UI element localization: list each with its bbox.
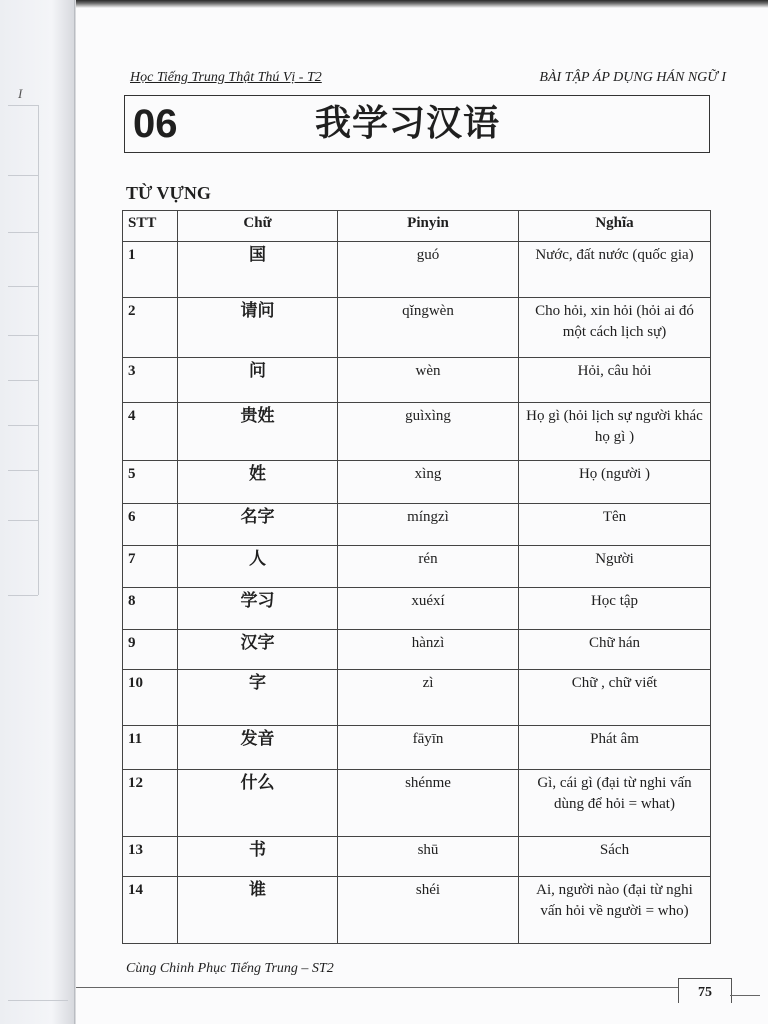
meaning: Nước, đất nước (quốc gia) — [519, 242, 711, 298]
column-header-pinyin: Pinyin — [338, 211, 519, 242]
previous-page-rule — [8, 105, 38, 106]
lesson-title-box — [124, 95, 710, 153]
previous-page-rule — [8, 470, 38, 471]
chinese-word: 请问 — [178, 298, 338, 358]
previous-page-rule — [8, 232, 38, 233]
table-row — [123, 670, 711, 726]
table-row — [123, 588, 711, 630]
row-number: 11 — [123, 726, 178, 770]
previous-page-edge-mark: I — [18, 86, 23, 101]
meaning: Phát âm — [519, 726, 711, 770]
row-number: 13 — [123, 837, 178, 877]
footer-rule — [76, 987, 680, 988]
row-number: 14 — [123, 877, 178, 944]
column-header-stt: STT — [123, 211, 178, 242]
chinese-word: 学习 — [178, 588, 338, 630]
row-number: 6 — [123, 504, 178, 546]
page-number-rule — [730, 995, 760, 996]
table-header-row — [123, 211, 711, 242]
pinyin: shéi — [338, 877, 519, 944]
lesson-title: 我学习汉语 — [315, 103, 501, 144]
previous-page-rule — [8, 175, 38, 176]
chinese-word: 汉字 — [178, 630, 338, 670]
previous-page-rule — [8, 595, 38, 596]
row-number: 7 — [123, 546, 178, 588]
previous-page-rule — [8, 286, 38, 287]
chinese-word: 人 — [178, 546, 338, 588]
chinese-word: 字 — [178, 670, 338, 726]
column-header-character: Chữ — [178, 211, 338, 242]
pinyin: rén — [338, 546, 519, 588]
section-heading: TỪ VỰNG — [126, 183, 211, 203]
table-row — [123, 837, 711, 877]
pinyin: xìng — [338, 461, 519, 504]
scan-shadow — [76, 0, 768, 8]
meaning: Chữ , chữ viết — [519, 670, 711, 726]
previous-page-divider — [38, 105, 39, 595]
meaning: Hỏi, câu hỏi — [519, 358, 711, 403]
chinese-word: 姓 — [178, 461, 338, 504]
pinyin: xuéxí — [338, 588, 519, 630]
row-number: 1 — [123, 242, 178, 298]
row-number: 4 — [123, 403, 178, 461]
table-row — [123, 403, 711, 461]
vocabulary-table — [122, 210, 711, 944]
running-header-left: Học Tiếng Trung Thật Thú Vị - T2 — [130, 70, 322, 85]
row-number: 2 — [123, 298, 178, 358]
table-row — [123, 504, 711, 546]
meaning: Gì, cái gì (đại từ nghi vấn dùng để hỏi = what) — [519, 770, 711, 837]
pinyin: qǐngwèn — [338, 298, 519, 358]
table-row — [123, 298, 711, 358]
chinese-word: 贵姓 — [178, 403, 338, 461]
chinese-word: 谁 — [178, 877, 338, 944]
pinyin: zì — [338, 670, 519, 726]
table-row — [123, 630, 711, 670]
row-number: 12 — [123, 770, 178, 837]
table-row — [123, 546, 711, 588]
meaning: Người — [519, 546, 711, 588]
lesson-number: 06 — [133, 102, 178, 146]
chinese-word: 书 — [178, 837, 338, 877]
row-number: 9 — [123, 630, 178, 670]
column-header-meaning: Nghĩa — [519, 211, 711, 242]
chinese-word: 问 — [178, 358, 338, 403]
row-number: 3 — [123, 358, 178, 403]
chinese-word: 什么 — [178, 770, 338, 837]
meaning: Chữ hán — [519, 630, 711, 670]
previous-page-rule — [8, 520, 38, 521]
meaning: Học tập — [519, 588, 711, 630]
table-row — [123, 242, 711, 298]
previous-page-edge — [0, 0, 75, 1024]
meaning: Ai, người nào (đại từ nghi vấn hỏi về người = who) — [519, 877, 711, 944]
chinese-word: 发音 — [178, 726, 338, 770]
pinyin: míngzì — [338, 504, 519, 546]
chinese-word: 国 — [178, 242, 338, 298]
meaning: Cho hỏi, xin hỏi (hỏi ai đó một cách lịch sự) — [519, 298, 711, 358]
chinese-word: 名字 — [178, 504, 338, 546]
previous-page-rule — [8, 380, 38, 381]
previous-page-rule — [8, 1000, 68, 1001]
pinyin: shénme — [338, 770, 519, 837]
row-number: 8 — [123, 588, 178, 630]
table-row — [123, 877, 711, 944]
row-number: 5 — [123, 461, 178, 504]
meaning: Sách — [519, 837, 711, 877]
table-row — [123, 358, 711, 403]
pinyin: shū — [338, 837, 519, 877]
row-number: 10 — [123, 670, 178, 726]
page-number: 75 — [678, 978, 732, 1003]
meaning: Họ gì (hỏi lịch sự người khác họ gì ) — [519, 403, 711, 461]
pinyin: wèn — [338, 358, 519, 403]
footer-text: Cùng Chinh Phục Tiếng Trung – ST2 — [126, 961, 334, 976]
table-row — [123, 461, 711, 504]
table-row — [123, 770, 711, 837]
pinyin: guó — [338, 242, 519, 298]
meaning: Tên — [519, 504, 711, 546]
pinyin: fāyīn — [338, 726, 519, 770]
previous-page-rule — [8, 425, 38, 426]
pinyin: hànzì — [338, 630, 519, 670]
meaning: Họ (người ) — [519, 461, 711, 504]
pinyin: guìxìng — [338, 403, 519, 461]
table-row — [123, 726, 711, 770]
running-header-right: BÀI TẬP ÁP DỤNG HÁN NGỮ I — [539, 70, 726, 85]
previous-page-rule — [8, 335, 38, 336]
